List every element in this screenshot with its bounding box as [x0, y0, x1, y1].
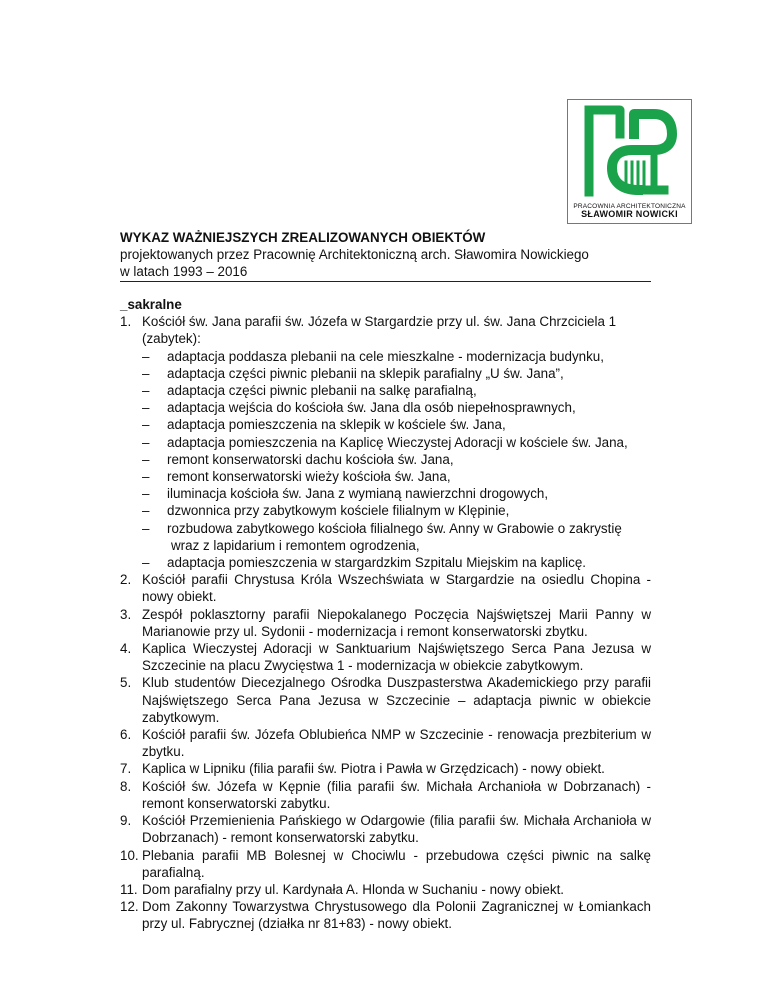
dash-marker: –: [142, 520, 150, 536]
dash-marker: –: [142, 400, 150, 416]
sub-list-item: [142, 399, 651, 416]
list-item-text: Kaplica w Lipniku (filia parafii św. Piotra i Pawła w Grzędzicach) - nowy obiekt.: [142, 761, 605, 777]
document-years: w latach 1993 – 2016: [120, 264, 248, 280]
list-item-number: 8.: [120, 778, 132, 794]
list-item: [120, 674, 651, 726]
sub-list-item: [142, 520, 651, 554]
sub-list-item: [142, 434, 651, 451]
sub-list-item-text: adaptacja części piwnic plebanii na sklepik parafialny „U św. Jana”,: [167, 365, 564, 381]
dash-marker: –: [142, 434, 150, 450]
dash-marker: –: [142, 348, 150, 364]
sub-list-item-text: adaptacja pomieszczenia na sklepik w kościele św. Jana,: [167, 417, 506, 433]
dash-marker: –: [142, 417, 150, 433]
list-item-number: 5.: [120, 675, 132, 691]
sub-list-item-text: adaptacja wejścia do kościoła św. Jana dla osób niepełnosprawnych,: [167, 400, 576, 416]
document-title: WYKAZ WAŻNIEJSZYCH ZREALIZOWANYCH OBIEKTÓW: [120, 230, 486, 245]
sub-list-item: [142, 416, 651, 433]
list-item-number: 7.: [120, 761, 132, 777]
list-item: [120, 726, 651, 760]
dash-marker: –: [142, 451, 150, 467]
logo-mark-icon: [568, 100, 691, 200]
list-item-text: Kaplica Wieczystej Adoracji w Sanktuarium Najświętszego Serca Pana Jezusa w Szczecinie na placu Zwycięstwa 1 - modernizacja w obiekcie zabytkowym.: [142, 641, 651, 674]
list-item: [120, 571, 651, 605]
sub-list-item-text: adaptacja pomieszczenia w stargardzkim Szpitalu Miejskim na kaplicę.: [167, 555, 587, 571]
list-item: [120, 898, 651, 932]
dash-marker: –: [142, 383, 150, 399]
list-item-text: Kościół św. Jana parafii św. Józefa w Stargardzie przy ul. św. Jana Chrzciciela 1 (zabytek):: [142, 314, 617, 347]
list-item: [120, 881, 651, 898]
sub-list-item-text: remont konserwatorski wieży kościoła św. Jana,: [167, 469, 451, 485]
list-item: [120, 778, 651, 812]
list-item: [120, 640, 651, 674]
company-logo: [567, 99, 692, 224]
logo-caption-small: PRACOWNIA ARCHITEKTONICZNA: [573, 203, 686, 210]
sub-list-item: [142, 554, 651, 571]
sub-list-item: [142, 502, 651, 519]
list-item: [120, 606, 651, 640]
list-item-text: Kościół Przemienienia Pańskiego w Odargowie (filia parafii św. Michała Archanioła w Dobrzanach) - remont konserwatorski zabytku.: [142, 813, 651, 846]
sub-list-item-text: remont konserwatorski dachu kościoła św. Jana,: [167, 451, 454, 467]
list-item-number: 6.: [120, 727, 132, 743]
sub-list-item-text: adaptacja poddasza plebanii na cele mieszkalne - modernizacja budynku,: [167, 348, 604, 364]
list-item-number: 10.: [120, 847, 139, 863]
list-item-number: 4.: [120, 641, 132, 657]
document-header: [120, 229, 650, 281]
dash-marker: –: [142, 469, 150, 485]
list-item-text: Kościół św. Józefa w Kępnie (filia parafii św. Michała Archanioła w Dobrzanach) - remont konserwatorski zabytku.: [142, 778, 651, 811]
sub-list-item: [142, 382, 651, 399]
list-item: [120, 847, 651, 881]
sub-list-item-continuation: wraz z lapidarium i remontem ogrodzenia,: [171, 537, 420, 553]
sub-list-item-text: adaptacja części piwnic plebanii na salkę parafialną,: [167, 383, 477, 399]
sub-list-item: [142, 485, 651, 502]
list-item-number: 2.: [120, 572, 132, 588]
sub-list-item: [142, 348, 651, 365]
list-item: [120, 313, 651, 571]
sub-list-item: [142, 365, 651, 382]
list-item-text: Kościół parafii św. Józefa Oblubieńca NMP w Szczecinie - renowacja prezbiterium w zbytku.: [142, 727, 651, 760]
section-title: _sakralne: [120, 297, 182, 312]
list-item-number: 11.: [120, 881, 138, 897]
sub-list-item: [142, 451, 651, 468]
sub-list-item-text: adaptacja pomieszczenia na Kaplicę Wieczystej Adoracji w kościele św. Jana,: [167, 434, 628, 450]
dash-marker: –: [142, 503, 150, 519]
list-item-number: 3.: [120, 606, 132, 622]
dash-marker: –: [142, 555, 150, 571]
list-item-text: Klub studentów Diecezjalnego Ośrodka Duszpasterstwa Akademickiego przy parafii Najświętszego Serca Pana Jezusa w Szczecinie – adaptacja piwnic w obiekcie zabytkowym.: [142, 675, 651, 725]
dash-marker: –: [142, 486, 150, 502]
list-item-text: Zespół poklasztorny parafii Niepokalanego Poczęcia Najświętszej Marii Panny w Marianowie przy ul. Sydonii - modernizacja i remont konserwatorski zbytku.: [142, 606, 651, 639]
logo-caption-large: SŁAWOMIR NOWICKI: [581, 209, 678, 219]
section-sacral: [120, 296, 651, 933]
list-item-number: 9.: [120, 813, 132, 829]
object-list: [120, 313, 651, 932]
list-item-text: Dom parafialny przy ul. Kardynała A. Hlonda w Suchaniu - nowy obiekt.: [142, 881, 565, 897]
sub-list-item: [142, 468, 651, 485]
sub-list-item-text: rozbudowa zabytkowego kościoła filialnego św. Anny w Grabowie o zakrystię: [167, 520, 622, 536]
list-item: [120, 812, 651, 846]
list-item-text: Kościół parafii Chrystusa Króla Wszechświata w Stargardzie na osiedlu Chopina - nowy obiekt.: [142, 572, 651, 605]
list-item-text: Plebania parafii MB Bolesnej w Chociwlu - przebudowa części piwnic na salkę parafialną.: [142, 847, 651, 880]
list-item-number: 1.: [120, 314, 132, 330]
list-item-number: 12.: [120, 899, 139, 915]
sub-list-item-text: dzwonnica przy zabytkowym kościele filialnym w Klępinie,: [167, 503, 510, 519]
list-item-text: Dom Zakonny Towarzystwa Chrystusowego dla Polonii Zagranicznej w Łomiankach przy ul. Fabrycznej (działka nr 81+83) - nowy obiekt.: [142, 899, 651, 932]
dash-marker: –: [142, 365, 150, 381]
header-divider: [120, 281, 651, 282]
document-subtitle: projektowanych przez Pracownię Architektoniczną arch. Sławomira Nowickiego: [120, 247, 589, 263]
sub-list: [142, 348, 651, 572]
list-item: [120, 760, 651, 777]
sub-list-item-text: iluminacja kościoła św. Jana z wymianą nawierzchni drogowych,: [167, 486, 549, 502]
